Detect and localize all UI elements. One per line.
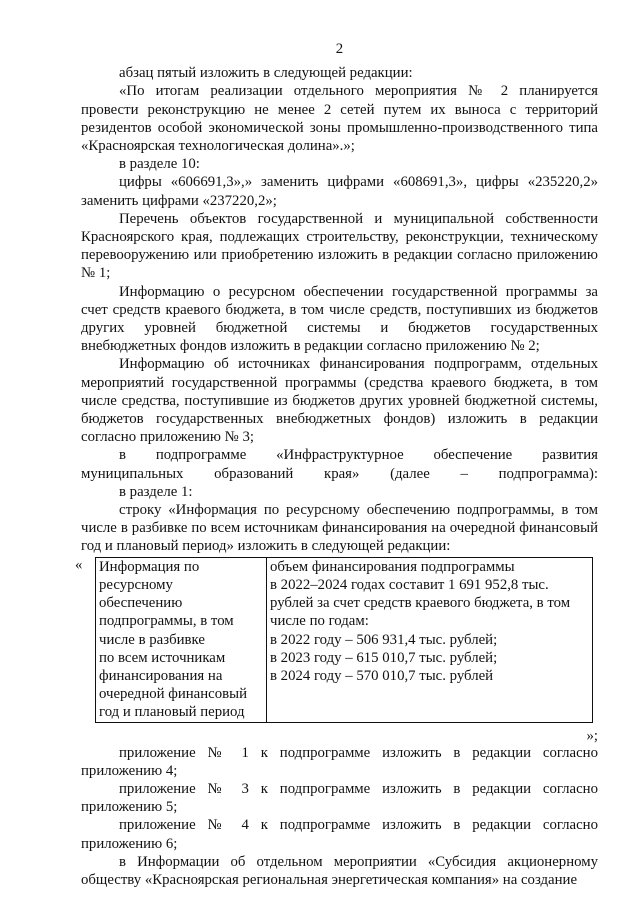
paragraph-2: «По итогам реализации отдельного мероприятия № 2 планируется провести реконструкцию не менее 2 сетей путем их выноса с территорий резидентов особой экономической зоны промышленно-производственного типа «Красноярская технологическая долина».»; xyxy=(81,83,598,155)
quote-open-mark: « xyxy=(75,556,83,573)
cell-line: очередной финансовый xyxy=(99,686,247,703)
table-cell-label xyxy=(96,557,267,722)
table-cell-value xyxy=(267,557,593,722)
cell-line: рублей за счет средств краевого бюджета, в том xyxy=(270,595,571,612)
cell-line: в 2024 году – 570 010,7 тыс. рублей xyxy=(270,667,494,684)
paragraph-7: Информацию об источниках финансирования подпрограмм, отдельных мероприятий государственной программы (средства краевого бюджета, в том числе средства, поступившие из бюджетов других уровней бюджетной системы, бюджетов государственных внебюджетных фондов) изложить в редакции согласно приложению № 3; xyxy=(81,356,598,446)
paragraph-12: приложение № 3 к подпрограмме изложить в редакции согласно приложению 5; xyxy=(81,780,598,816)
paragraph-13: приложение № 4 к подпрограмме изложить в редакции согласно приложению 6; xyxy=(81,817,598,852)
cell-line: числе в разбивке xyxy=(99,631,205,648)
cell-line: в 2023 году – 615 010,7 тыс. рублей; xyxy=(270,649,498,666)
cell-line: числе по годам: xyxy=(270,613,369,630)
paragraph-6: Информацию о ресурсном обеспечении государственной программы за счет средств краевого бюджета, в том числе средств, поступивших из бюджетов других уровней бюджетной системы и бюджетов государственных внебюджетных фондов изложить в редакции согласно приложению № 2; xyxy=(81,283,598,355)
paragraph-8: в подпрограмме «Инфраструктурное обеспечение развития муниципальных образований края» (далее – подпрограмма): xyxy=(81,447,598,482)
resource-info-table xyxy=(95,557,593,723)
quote-close-mark: »; xyxy=(586,728,598,745)
cell-line: подпрограммы, в том xyxy=(99,613,234,630)
cell-line: Информация по xyxy=(99,558,200,575)
paragraph-9: в разделе 1: xyxy=(119,483,193,500)
paragraph-1: абзац пятый изложить в следующей редакции: xyxy=(119,65,413,82)
table-row xyxy=(96,557,593,722)
cell-line: в 2022 году – 506 931,4 тыс. рублей; xyxy=(270,631,498,648)
paragraph-14: в Информации об отдельном мероприятии «Субсидия акционерному обществу «Красноярская региональная энергетическая компания» на создание xyxy=(81,853,598,888)
cell-line: финансирования на xyxy=(99,667,223,684)
cell-line: объем финансирования подпрограммы xyxy=(270,558,515,575)
page-number: 2 xyxy=(335,41,344,57)
table-tail-space xyxy=(81,723,598,742)
cell-line: обеспечению xyxy=(99,595,183,612)
paragraph-11: приложение № 1 к подпрограмме изложить в редакции согласно приложению 4; xyxy=(81,744,598,779)
paragraph-3: в разделе 10: xyxy=(119,156,200,173)
cell-line: год и плановый период xyxy=(99,704,245,721)
cell-line: по всем источникам xyxy=(99,649,226,666)
paragraph-10: строку «Информация по ресурсному обеспечению подпрограммы, в том числе в разбивке по всем источникам финансирования на очередной финансовый год и плановый период» изложить в следующей редакции: xyxy=(81,502,598,555)
paragraph-5: Перечень объектов государственной и муниципальной собственности Красноярского края, подлежащих строительству, реконструкции, техническому перевооружению или приобретению изложить в редакции согласно приложению № 1; xyxy=(81,210,598,282)
quoted-table-block xyxy=(75,556,598,745)
cell-line: в 2022–2024 годах составит 1 691 952,8 тыс. xyxy=(270,576,549,593)
cell-line: ресурсному xyxy=(99,576,173,593)
paragraph-4: цифры «606691,3»,» заменить цифрами «608691,3», цифры «235220,2» заменить цифрами «237220,2»; xyxy=(81,174,598,209)
